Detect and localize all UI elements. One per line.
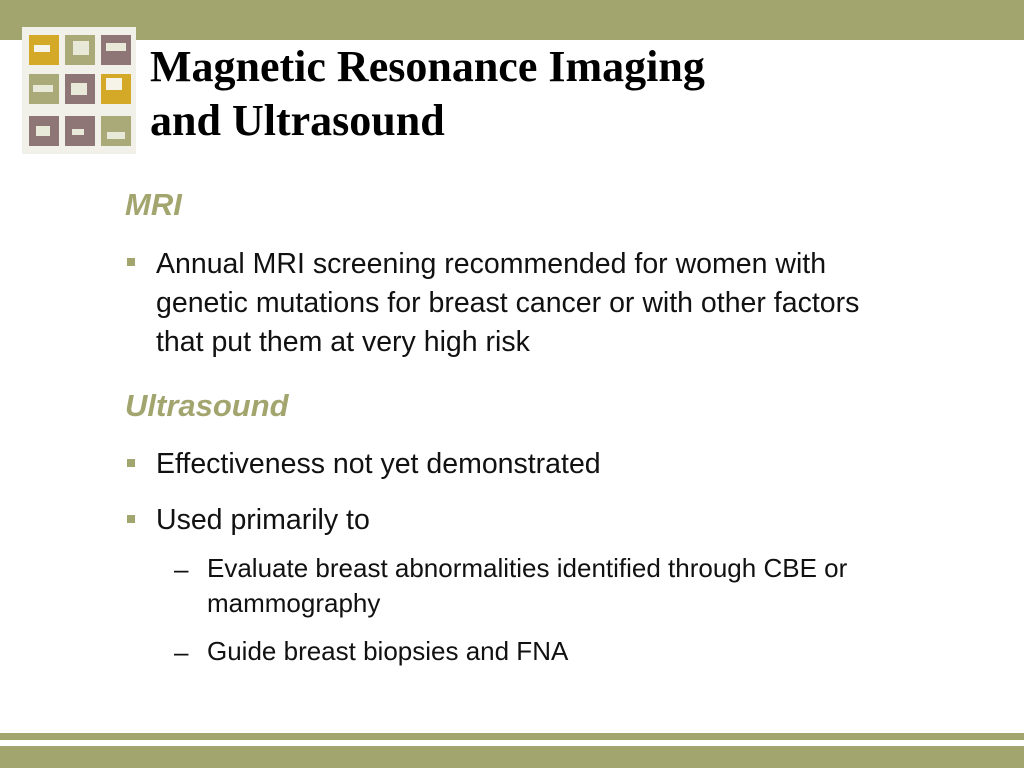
logo-tile (65, 116, 95, 146)
bullet-text: Annual MRI screening recommended for women with genetic mutations for breast cancer or with other factors that put them at very high risk (156, 248, 860, 358)
bottom-accent-band (0, 733, 1024, 740)
square-bullet-icon (127, 258, 135, 266)
dash-bullet-icon: – (174, 554, 189, 584)
logo-tile-mark (106, 78, 122, 90)
logo-tile-mark (36, 126, 50, 136)
square-bullet-icon (127, 515, 135, 523)
logo-tile (101, 116, 131, 146)
top-accent-band (0, 0, 1024, 40)
sub-bullet-text: Guide breast biopsies and FNA (207, 636, 569, 666)
section-heading-ultrasound: Ultrasound (125, 388, 289, 423)
logo-tile-mark (72, 129, 84, 135)
logo-tile (101, 35, 131, 65)
logo-tile-mark (34, 45, 50, 52)
logo-tile (29, 74, 59, 104)
logo-tile-mark (107, 132, 125, 139)
logo-tile-mark (106, 43, 126, 51)
logo-tile (29, 116, 59, 146)
logo-tile (101, 74, 131, 104)
logo-tile-mark (33, 85, 53, 92)
logo-tile (29, 35, 59, 65)
logo-tile (65, 35, 95, 65)
bullet-text: Effectiveness not yet demonstrated (156, 448, 601, 480)
logo-tile (65, 74, 95, 104)
logo-tile-mark (73, 41, 89, 55)
decorative-tile-logo (22, 27, 136, 154)
square-bullet-icon (127, 459, 135, 467)
bullet-text: Used primarily to (156, 504, 370, 536)
dash-bullet-icon: – (174, 637, 189, 667)
slide-title-line-1: Magnetic Resonance Imaging (150, 42, 705, 91)
slide-title (150, 40, 970, 148)
bottom-accent-band (0, 746, 1024, 768)
logo-tile-mark (71, 83, 87, 95)
sub-bullet-text: Evaluate breast abnormalities identified through CBE or mammography (207, 553, 848, 618)
slide-title-line-2: and Ultrasound (150, 96, 445, 145)
section-heading-mri: MRI (125, 187, 182, 222)
